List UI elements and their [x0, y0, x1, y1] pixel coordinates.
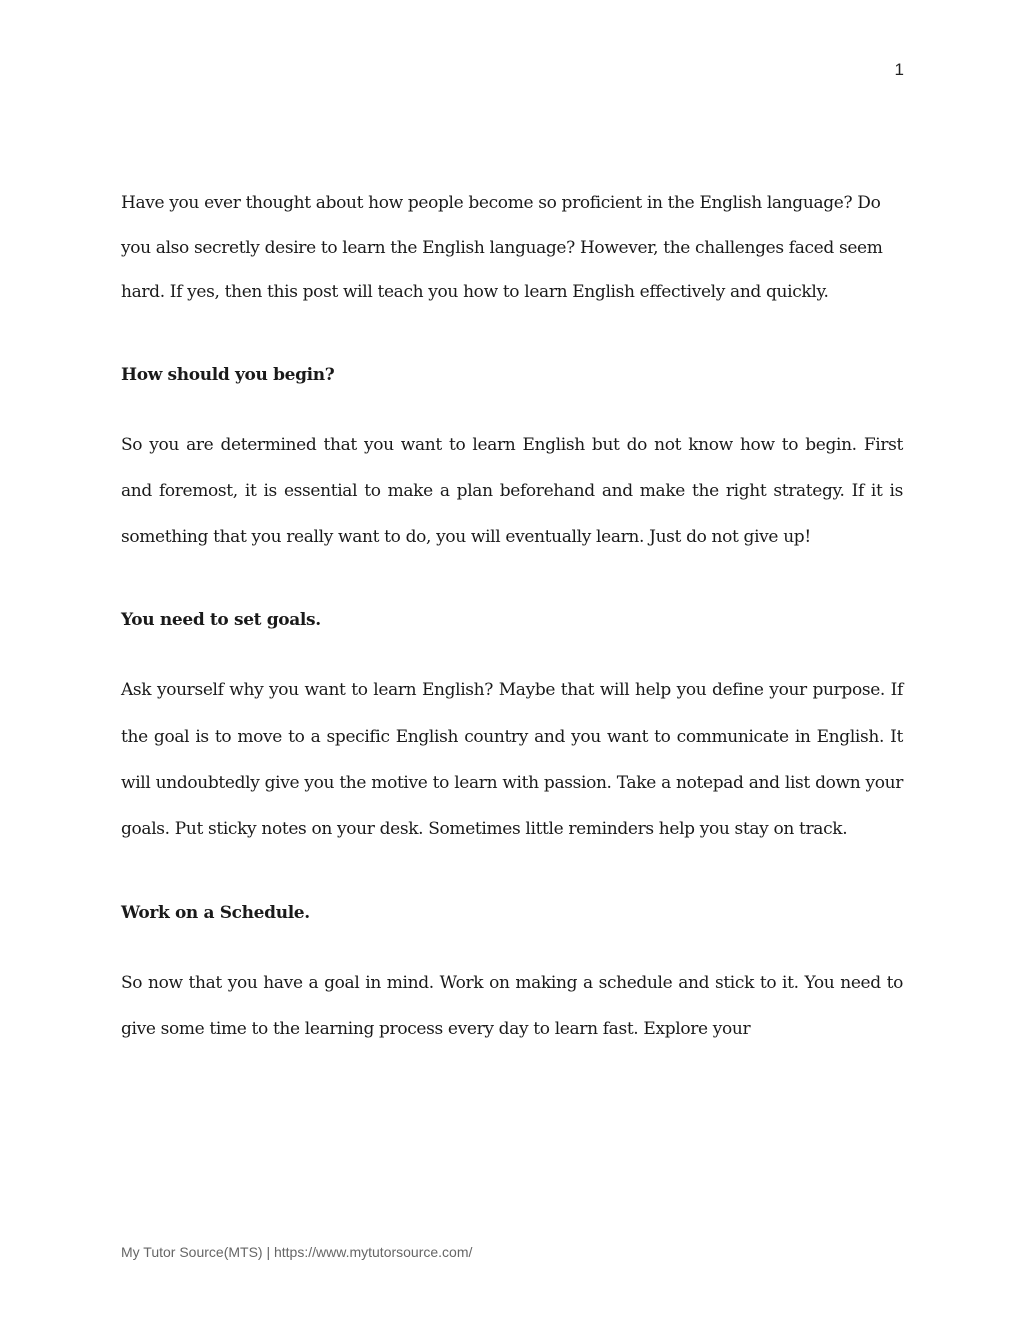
page-number: 1	[894, 60, 904, 79]
section-heading: How should you begin?	[121, 364, 335, 385]
section-paragraph: So you are determined that you want to learn English but do not know how to begin. First and foremost, it is essential to make a plan beforehand and make the right strategy. If it is something that you really want to do, you will eventually learn. Just do not give up!	[121, 434, 903, 548]
document-body	[121, 181, 903, 1052]
page-footer: My Tutor Source(MTS) | https://www.mytutorsource.com/	[121, 1244, 473, 1260]
intro-paragraph: Have you ever thought about how people become so proficient in the English language? Do you also secretly desire to learn the English language? However, the challenges faced seem hard. If yes, then this post will teach you how to learn English effectively and quickly.	[121, 193, 883, 302]
section-heading: You need to set goals.	[121, 610, 321, 631]
section-paragraph: Ask yourself why you want to learn English? Maybe that will help you define your purpose. If the goal is to move to a specific English country and you want to communicate in English. It will undoubtedly give you the motive to learn with passion. Take a notepad and list down your goals. Put sticky notes on your desk. Sometimes little reminders help you stay on track.	[121, 680, 903, 840]
section-paragraph: So now that you have a goal in mind. Work on making a schedule and stick to it. You need to give some time to the learning process every day to learn fast. Explore your	[121, 972, 903, 1039]
section-heading: Work on a Schedule.	[121, 902, 310, 923]
